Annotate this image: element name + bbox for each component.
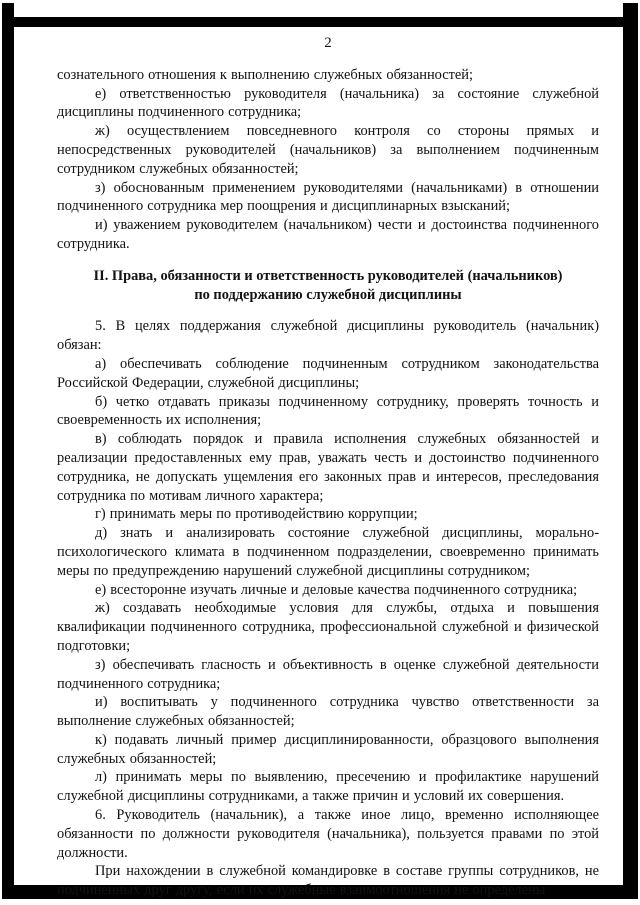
- paragraph-item-l: л) принимать меры по выявлению, пресечению и профилактике нарушений служебной дисциплины сотрудниками, а также причин и условий их совершения.: [57, 769, 599, 805]
- paragraph-business-trip: При нахождении в служебной командировке в составе группы сотрудников, не подчиненных друг другу, если их служебные взаимоотношения не определены: [57, 863, 599, 899]
- section-heading: [57, 267, 599, 305]
- paragraph-item-k: к) подавать личный пример дисциплинированности, образцового выполнения служебных обязанностей;: [57, 731, 599, 767]
- paragraph-clause-6: 6. Руководитель (начальник), а также иное лицо, временно исполняющее обязанности по должности руководителя (начальника), пользуется правами по этой должности.: [57, 807, 599, 861]
- paragraph-item-e2: е) всесторонне изучать личные и деловые качества подчиненного сотрудника;: [95, 581, 578, 598]
- paragraph-item-zh: ж) осуществлением повседневного контроля со стороны прямых и непосредственных руководителей (начальников) за выполнением подчиненным сотрудником служебных обязанностей;: [57, 123, 599, 177]
- paragraph-item-v: в) соблюдать порядок и правила исполнения служебных обязанностей и реализации предоставленных ему прав, уважать честь и достоинство подчиненного сотрудника, не допускать ущемления его законных прав и интересов, преследования сотрудника по мотивам личного характера;: [57, 431, 599, 504]
- section-heading-line2: по поддержанию служебной дисциплины: [194, 286, 462, 303]
- scan-border-left: [2, 3, 14, 899]
- paragraph-item-z2: з) обеспечивать гласность и объективность в оценке служебной деятельности подчиненного сотрудника;: [57, 656, 599, 692]
- paragraph-item-e: е) ответственностью руководителя (начальника) за состояние служебной дисциплины подчиненного сотрудника;: [57, 85, 599, 121]
- scan-border-right: [623, 3, 638, 899]
- paragraph-clause-5: 5. В целях поддержания служебной дисциплины руководитель (начальник) обязан:: [57, 318, 599, 354]
- scan-border-top: [2, 17, 638, 27]
- paragraph-item-a: а) обеспечивать соблюдение подчиненным сотрудником законодательства Российской Федерации, служебной дисциплины;: [57, 355, 599, 391]
- page-number: 2: [324, 35, 332, 51]
- document-page: [14, 27, 623, 899]
- paragraph-item-zh2: ж) создавать необходимые условия для службы, отдыха и повышения квалификации подчиненного сотрудника, профессиональной служебной и физической подготовки;: [57, 600, 599, 654]
- paragraph-item-i2: и) воспитывать у подчиненного сотрудника чувство ответственности за выполнение служебных обязанностей;: [57, 694, 599, 730]
- paragraph-item-d: д) знать и анализировать состояние служебной дисциплины, морально-психологического климата в подчиненном подразделении, своевременно принимать меры по предупреждению нарушений служебной дисциплины сотрудником;: [57, 525, 599, 579]
- paragraph-item-z: з) обоснованным применением руководителями (начальниками) в отношении подчиненного сотрудника мер поощрения и дисциплинарных взысканий;: [57, 179, 599, 215]
- section-heading-line1: II. Права, обязанности и ответственность руководителей (начальников): [93, 267, 563, 284]
- paragraph-continuation: сознательного отношения к выполнению служебных обязанностей;: [57, 66, 473, 83]
- paragraph-item-i: и) уважением руководителем (начальником) чести и достоинства подчиненного сотрудника.: [57, 217, 599, 252]
- paragraph-item-b: б) четко отдавать приказы подчиненному сотруднику, проверять точность и своевременность их исполнения;: [57, 393, 599, 429]
- paragraph-item-g: г) принимать меры по противодействию коррупции;: [95, 506, 418, 523]
